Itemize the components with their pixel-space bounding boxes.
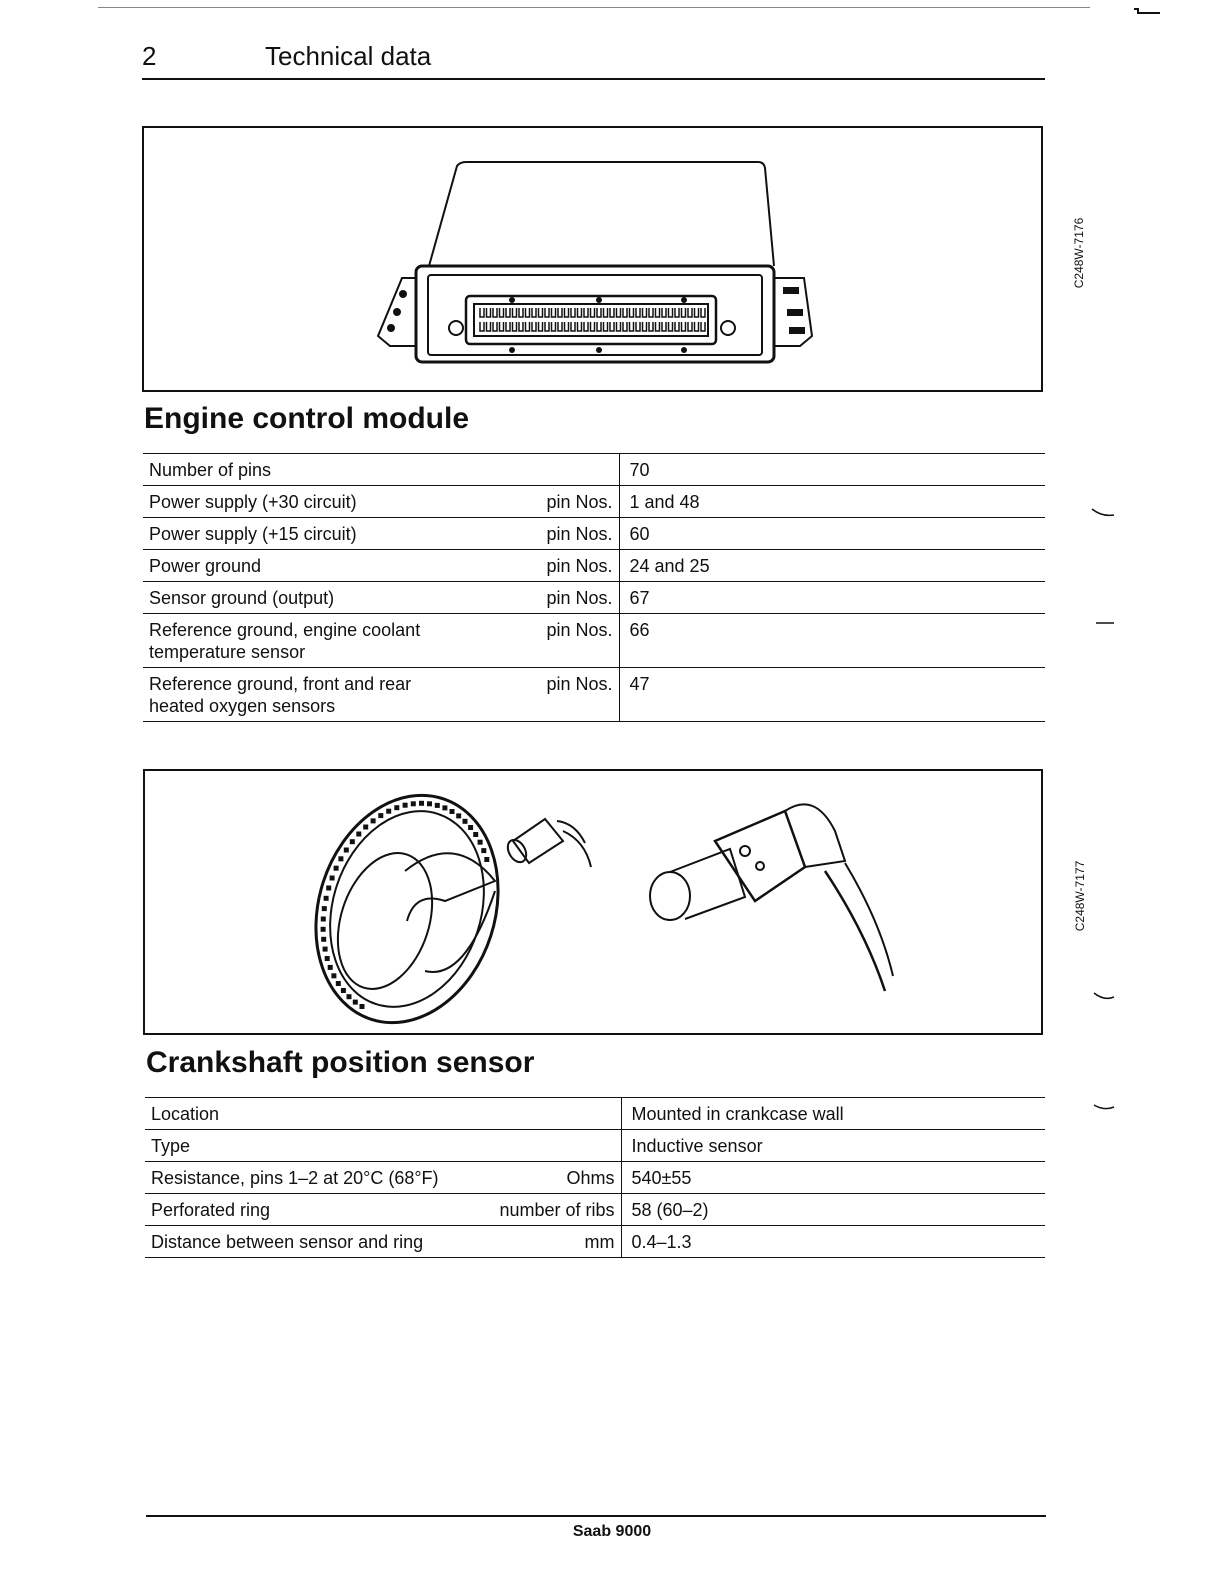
table-row xyxy=(143,550,1045,582)
connector-pin xyxy=(604,322,608,331)
table-row xyxy=(143,668,1045,722)
connector-pin xyxy=(636,322,640,331)
spec-unit: Ohms xyxy=(566,1168,615,1188)
ring-tooth xyxy=(411,801,416,806)
spec-unit: number of ribs xyxy=(499,1200,615,1220)
connector-pin xyxy=(493,308,497,317)
connector-pin xyxy=(669,322,673,331)
connector-pin xyxy=(662,308,666,317)
table-row xyxy=(143,582,1045,614)
connector-pin xyxy=(545,308,549,317)
connector-pin xyxy=(513,308,517,317)
spec-unit xyxy=(523,454,619,486)
spec-value: 66 xyxy=(619,614,1045,668)
ring-tooth xyxy=(341,988,346,993)
connector-pin xyxy=(571,322,575,331)
spec-unit xyxy=(445,1098,621,1130)
spec-label: Perforated ring xyxy=(151,1200,271,1220)
connector-pin xyxy=(526,308,530,317)
spec-value: 540±55 xyxy=(621,1162,1045,1194)
connector-pin xyxy=(506,322,510,331)
connector-pin xyxy=(688,308,692,317)
connector-pin xyxy=(480,308,484,317)
connector-pin xyxy=(597,322,601,331)
spec-label: Power supply (+30 circuit) xyxy=(149,492,357,512)
scan-corner-mark xyxy=(1134,8,1160,14)
connector-pin xyxy=(519,322,523,331)
spec-value: Inductive sensor xyxy=(621,1130,1045,1162)
ring-tooth xyxy=(321,937,326,942)
page-number: 2 xyxy=(142,41,157,71)
spec-value: 58 (60–2) xyxy=(621,1194,1045,1226)
connector-pin xyxy=(662,322,666,331)
ring-tooth xyxy=(356,832,361,837)
ring-tooth xyxy=(419,801,424,806)
ring-tooth xyxy=(347,994,352,999)
connector-pin xyxy=(675,322,679,331)
connector-pin xyxy=(571,308,575,317)
ring-tooth xyxy=(323,947,328,952)
figure-crankshaft-sensor xyxy=(143,769,1087,1035)
connector-pin xyxy=(487,322,491,331)
connector-pin xyxy=(552,308,556,317)
spec-value: 24 and 25 xyxy=(619,550,1045,582)
ring-tooth xyxy=(378,813,383,818)
connector-pin xyxy=(539,308,543,317)
table-row xyxy=(145,1098,1045,1130)
spec-unit xyxy=(445,1130,621,1162)
scan-edge-line xyxy=(98,7,1090,8)
connector-pin xyxy=(630,322,634,331)
spec-value: 0.4–1.3 xyxy=(621,1226,1045,1258)
connector-pin xyxy=(688,322,692,331)
connector-pin xyxy=(565,322,569,331)
connector-pin xyxy=(545,322,549,331)
connector-pin xyxy=(500,322,504,331)
spec-label: Resistance, pins 1–2 at 20°C (68°F) xyxy=(151,1168,439,1188)
connector-pin xyxy=(643,308,647,317)
connector-pin xyxy=(682,322,686,331)
connector-pin xyxy=(519,308,523,317)
connector-pin xyxy=(493,322,497,331)
table-row xyxy=(143,614,1045,668)
connector-pin xyxy=(617,322,621,331)
spec-value: 47 xyxy=(619,668,1045,722)
connector-pin xyxy=(558,308,562,317)
table-row xyxy=(145,1162,1045,1194)
ring-tooth xyxy=(338,856,343,861)
connector-pin xyxy=(682,308,686,317)
spec-label: Location xyxy=(151,1104,220,1124)
ring-tooth xyxy=(473,832,478,837)
section-title-crankshaft: Crankshaft position sensor xyxy=(146,1046,535,1079)
connector-pin xyxy=(591,322,595,331)
connector-pin xyxy=(675,308,679,317)
ring-tooth xyxy=(336,981,341,986)
connector-pin xyxy=(591,308,595,317)
connector-pin xyxy=(701,322,705,331)
spec-label: Type xyxy=(151,1136,191,1156)
spec-unit: pin Nos. xyxy=(546,620,613,640)
ring-tooth xyxy=(450,809,455,814)
ring-tooth xyxy=(344,848,349,853)
ring-tooth xyxy=(386,809,391,814)
connector-pin xyxy=(656,322,660,331)
connector-pin xyxy=(656,308,660,317)
spec-value: 67 xyxy=(619,582,1045,614)
spec-value: Mounted in crankcase wall xyxy=(621,1098,1045,1130)
spec-label: Reference ground, engine coolant temperature sensor xyxy=(149,620,421,662)
connector-pin xyxy=(695,308,699,317)
connector-pin xyxy=(617,308,621,317)
ring-tooth xyxy=(371,818,376,823)
connector-pin xyxy=(487,308,491,317)
connector-pin xyxy=(500,308,504,317)
connector-pin xyxy=(526,322,530,331)
page-header xyxy=(142,38,1045,80)
ring-tooth xyxy=(442,805,447,810)
footer-text: Saab 9000 xyxy=(572,1523,652,1540)
table-row xyxy=(143,454,1045,486)
page-title: Technical data xyxy=(265,41,432,71)
connector-pin xyxy=(649,308,653,317)
ring-tooth xyxy=(435,803,440,808)
spec-label: Power ground xyxy=(149,556,262,576)
connector-pin xyxy=(513,322,517,331)
ring-tooth xyxy=(353,1000,358,1005)
table-row xyxy=(145,1130,1045,1162)
figure-code: C248W-7177 xyxy=(1073,860,1087,932)
crankshaft-illustration xyxy=(145,771,1041,1033)
connector-pin xyxy=(701,308,705,317)
ring-tooth xyxy=(334,866,339,871)
figure-code: C248W-7176 xyxy=(1072,217,1086,289)
ring-tooth xyxy=(324,896,329,901)
footer-rule xyxy=(146,1515,1046,1517)
ring-tooth xyxy=(403,803,408,808)
connector-pin xyxy=(584,308,588,317)
connector-pin xyxy=(565,308,569,317)
connector-pin xyxy=(643,322,647,331)
table-row xyxy=(145,1226,1045,1258)
connector-pin xyxy=(578,322,582,331)
connector-pin xyxy=(669,308,673,317)
connector-pin xyxy=(584,322,588,331)
table-row xyxy=(145,1194,1045,1226)
connector-pin xyxy=(636,308,640,317)
ring-tooth xyxy=(325,956,330,961)
spec-unit: mm xyxy=(584,1232,615,1252)
spec-label: Power supply (+15 circuit) xyxy=(149,524,357,544)
table-row xyxy=(143,518,1045,550)
ring-tooth xyxy=(394,805,399,810)
connector-pin xyxy=(604,308,608,317)
connector-pin xyxy=(649,322,653,331)
connector-pin xyxy=(610,308,614,317)
ring-tooth xyxy=(478,840,483,845)
connector-pin xyxy=(532,322,536,331)
connector-pin xyxy=(597,308,601,317)
table-row xyxy=(143,486,1045,518)
spec-label: Number of pins xyxy=(149,460,272,480)
ring-tooth xyxy=(456,813,461,818)
ring-tooth xyxy=(463,819,468,824)
connector-pin xyxy=(552,322,556,331)
connector-pin xyxy=(558,322,562,331)
ring-tooth xyxy=(427,801,432,806)
spec-unit: pin Nos. xyxy=(546,524,613,544)
spec-value: 60 xyxy=(619,518,1045,550)
ring-tooth xyxy=(484,857,489,862)
ring-tooth xyxy=(326,886,331,891)
spec-value: 1 and 48 xyxy=(619,486,1045,518)
connector-pin xyxy=(623,322,627,331)
connector-pin xyxy=(578,308,582,317)
ring-tooth xyxy=(328,965,333,970)
figure-ecm xyxy=(142,126,1086,392)
spec-label: Sensor ground (output) xyxy=(149,588,335,608)
connector-pin xyxy=(539,322,543,331)
ring-tooth xyxy=(330,876,335,881)
spec-value: 70 xyxy=(619,454,1045,486)
ecm-illustration xyxy=(144,128,1041,390)
spec-unit: pin Nos. xyxy=(546,492,613,512)
ring-tooth xyxy=(468,825,473,830)
ring-tooth xyxy=(322,906,327,911)
ring-tooth xyxy=(331,973,336,978)
connector-pin xyxy=(695,322,699,331)
connector-pin xyxy=(623,308,627,317)
section-title-ecm: Engine control module xyxy=(144,402,470,435)
binder-marks xyxy=(1090,505,1120,1125)
ring-tooth xyxy=(363,825,368,830)
crankshaft-spec-table xyxy=(145,1097,1045,1258)
spec-label: Reference ground, front and rear heated oxygen sensors xyxy=(149,674,412,716)
ring-tooth xyxy=(321,917,326,922)
connector-pin xyxy=(630,308,634,317)
connector-pin xyxy=(480,322,484,331)
spec-unit: pin Nos. xyxy=(546,674,613,694)
ring-tooth xyxy=(360,1004,365,1009)
ring-tooth xyxy=(481,848,486,853)
spec-unit: pin Nos. xyxy=(546,588,613,608)
ring-tooth xyxy=(321,927,326,932)
connector-pin xyxy=(610,322,614,331)
spec-unit: pin Nos. xyxy=(546,556,613,576)
connector-pin xyxy=(532,308,536,317)
ecm-spec-table xyxy=(143,453,1045,722)
connector-pin xyxy=(506,308,510,317)
spec-label: Distance between sensor and ring xyxy=(151,1232,424,1252)
ring-tooth xyxy=(350,839,355,844)
